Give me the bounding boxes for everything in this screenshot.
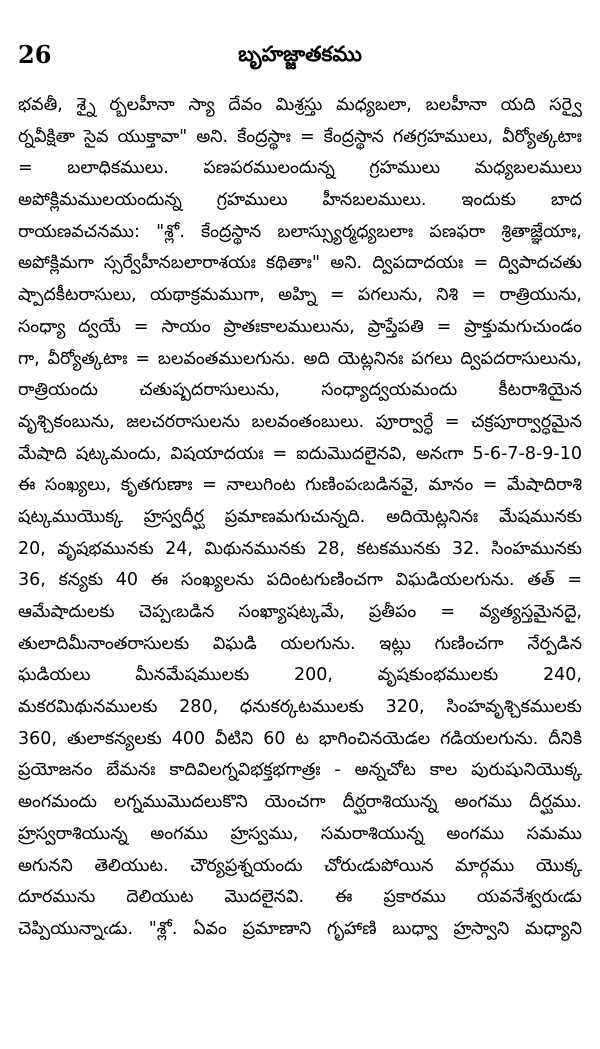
text-line: తులాదిమీనాంతరాసులకు విఘడి యలగును. ఇట్లు గుణించగా నేర్పడిన <box>18 633 582 654</box>
text-line: 360, తులాకన్యలకు 400 వీటిని 60 ట భాగించినయెడల గడియలగును. దీనికి <box>18 728 582 749</box>
text-line: ప్రయోజనం బేమనః కాదివిలగ్నవిభక్తభగాత్రః - అన్నచోట కాల పురుషునియొక్క <box>18 760 582 781</box>
text-line: ఘడియలు మీనమేషములకు 200, వృషకుంభములకు 240, <box>18 665 582 686</box>
text-line: ఈ సంఖ్యలు, కృతగుణాః = నాలుగింట గుణింపఁబడినవై, మానం = మేషాదిరాశి <box>18 475 582 496</box>
body-text <box>18 90 582 946</box>
text-line: ష్పాదకీటరాసులు, యథాక్రమముగా, అహ్ని = పగలును, నిశి = రాత్రియును, <box>18 285 582 306</box>
text-line: గా, వీర్యోత్కటాః = బలవంతములగును. అది యెట్లనినః పగలు ద్విపదరాసులును, <box>18 348 582 369</box>
text-line: = బలాధికములు. పణపరములందున్న గ్రహములు మధ్యబలములు <box>18 158 582 179</box>
text-line: దూరమును దెలియుట మొదలైనవి. ఈ ప్రకారము యవనేశ్వరుఁడు <box>18 887 582 908</box>
text-line: షట్కముయొక్క హ్రస్వదీర్ఘ ప్రమాణమగుచున్నది. అదియెట్లనినః మేషమునకు <box>18 506 582 527</box>
text-line: అపోక్లిమములయందున్న గ్రహములు హీనబలములు. ఇందుకు బాద <box>18 190 582 211</box>
page-header <box>18 40 582 74</box>
text-line: అపోక్లిమగా స్సర్వేహీనబలారాశయః కథితాః" అని. ద్విపదాదయః = ద్విపాదచతు <box>18 253 582 274</box>
text-line: అంగమందు లగ్నముమొదలుకొని యెంచగా దీర్ఘరాశియున్న అంగము దీర్ఘము. <box>18 792 582 813</box>
text-line: భవతీ, శ్నై ర్బలహీనా స్యా దేవం మిశ్రస్తు మధ్యబలా, బలహీనా యది సర్వై <box>18 95 582 115</box>
text-line: రాత్రియందు చతుష్పదరాసులును, సంధ్యాద్వయమందు కీటరాశియైన <box>18 380 582 401</box>
text-line: ఆమేషాదులకు చెప్పఁబడిన సంఖ్యాషట్కమే, ప్రతీపం = వ్యత్యస్తమైనదై, <box>18 602 582 622</box>
text-line: హ్రస్వరాశియున్న అంగము హ్రస్వము, సమరాశియున్న అంగము సమము <box>18 823 582 844</box>
text-line: చెప్పియున్నాఁడు. "శ్లో. ఏవం ప్రమాణాని గృహాణి బుధ్వా హ్రస్వాని మధ్యాని <box>18 918 582 939</box>
text-line: వృశ్చికంబును, జలచరరాసులను బలవంతంబులు. పూర్వార్ధే = చక్రపూర్వార్ధమైన <box>18 411 582 432</box>
text-line: 20, వృషభమునకు 24, మిథునమునకు 28, కటకమునకు 32. సింహమునకు <box>18 538 582 559</box>
text-line: 36, కన్యకు 40 ఈ సంఖ్యలను పదింటగుణించగా విఘడియలగును. తత్ = <box>18 570 582 591</box>
page-number: 26 <box>18 40 52 69</box>
text-line: అగునని తెలియుట. చౌర్యప్రశ్నయందు చోరుఁడుపోయిన మార్గము యొక్క <box>18 855 582 876</box>
text-line: రాయణవచనము: "శ్లో. కేంద్రస్థాన బలాస్స్యుర్మధ్యబలాః పణఫరా శ్రితాజ్ఞేయాః, <box>18 221 582 242</box>
text-line: మేషాది షట్కమందు, విషయాదయః = ఐదుమొదలైనవి, అనఁగా 5-6-7-8-9-10 <box>18 443 582 464</box>
running-title: బృహజ్జాతకము <box>238 42 362 66</box>
text-line: ర్నవీక్షితా సైవ యుక్తావా" అని. కేంద్రస్థాః = కేంద్రస్థాన గతగ్రహములు, వీర్యోత్కటాః <box>18 126 582 147</box>
text-line: మకరమిథునములకు 280, ధనుకర్కటములకు 320, సింహవృశ్చికములకు <box>18 697 582 718</box>
text-line: సంధ్యా ద్వయే = సాయం ప్రాతఃకాలములును, ప్రాప్తేపతి = ప్రాక్తుమగుచుండం <box>18 316 582 337</box>
